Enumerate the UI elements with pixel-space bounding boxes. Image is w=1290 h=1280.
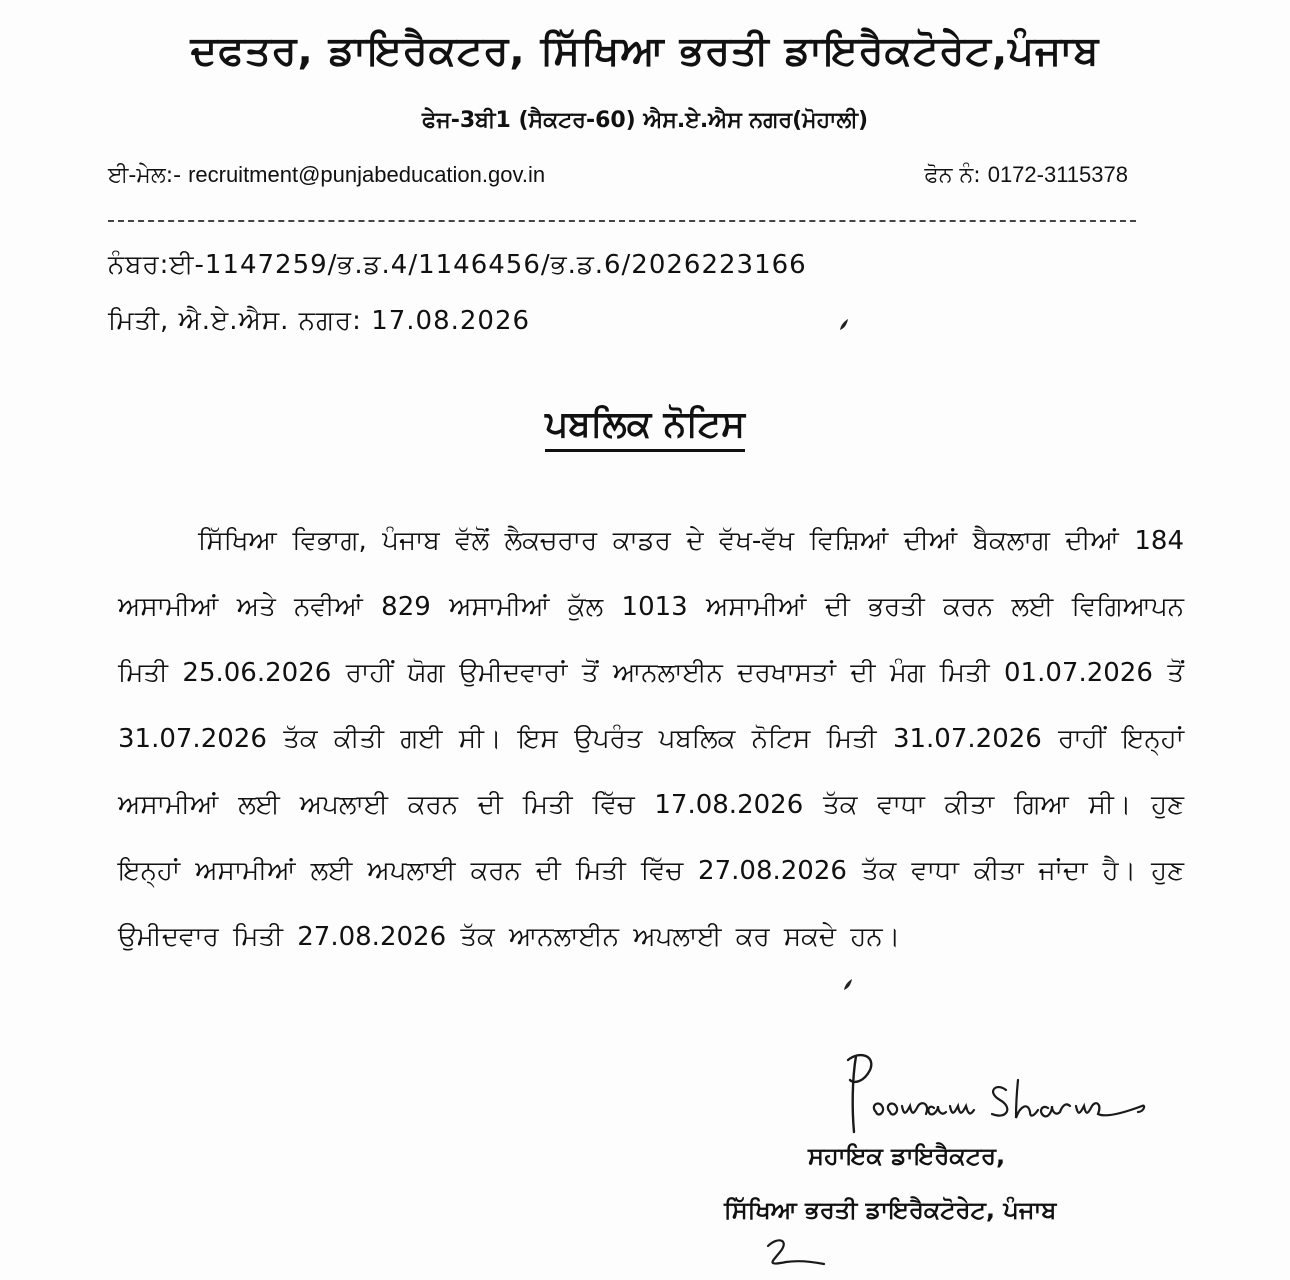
phone-block xyxy=(924,162,1128,192)
signatory-designation: ਸਹਾਇਕ ਡਾਇਰੈਕਟਰ, xyxy=(808,1142,1006,1170)
phone-number: 0172-3115378 xyxy=(987,162,1128,187)
contact-row xyxy=(108,162,1128,192)
office-heading: ਦਫਤਰ, ਡਾਇਰੈਕਟਰ, ਸਿੱਖਿਆ ਭਰਤੀ ਡਾਇਰੈਕਟੋਰੇਟ,ਪੰਜਾਬ xyxy=(190,28,1100,74)
notice-body: ਸਿੱਖਿਆ ਵਿਭਾਗ, ਪੰਜਾਬ ਵੱਲੋਂ ਲੈਕਚਰਾਰ ਕਾਡਰ ਦੇ ਵੱਖ-ਵੱਖ ਵਿਸ਼ਿਆਂ ਦੀਆਂ ਬੈਕਲਾਗ ਦੀਆਂ 184 ਅਸਾਮੀਆਂ ਅਤੇ ਨਵੀਆਂ 829 ਅਸਾਮੀਆਂ ਕੁੱਲ 1013 ਅਸਾਮੀਆਂ ਦੀ ਭਰਤੀ ਕਰਨ ਲਈ ਵਿਗਿਆਪਨ ਮਿਤੀ 25.06.2026 ਰਾਹੀਂ ਯੋਗ ਉਮੀਦਵਾਰਾਂ ਤੋਂ ਆਨਲਾਈਨ ਦਰਖਾਸਤਾਂ ਦੀ ਮੰਗ ਮਿਤੀ 01.07.2026 ਤੋਂ 31.07.2026 ਤੱਕ ਕੀਤੀ ਗਈ ਸੀ। ਇਸ ਉਪਰੰਤ ਪਬਲਿਕ ਨੋਟਿਸ ਮਿਤੀ 31.07.2026 ਰਾਹੀਂ ਇਨ੍ਹਾਂ ਅਸਾਮੀਆਂ ਲਈ ਅਪਲਾਈ ਕਰਨ ਦੀ ਮਿਤੀ ਵਿੱਚ 17.08.2026 ਤੱਕ ਵਾਧਾ ਕੀਤਾ ਗਿਆ ਸੀ। ਹੁਣ ਇਨ੍ਹਾਂ ਅਸਾਮੀਆਂ ਲਈ ਅਪਲਾਈ ਕਰਨ ਦੀ ਮਿਤੀ ਵਿੱਚ 27.08.2026 ਤੱਕ ਵਾਧਾ ਕੀਤਾ ਜਾਂਦਾ ਹੈ। ਹੁਣ ਉਮੀਦਵਾਰ ਮਿਤੀ 27.08.2026 ਤੱਕ ਆਨਲਾਈਨ ਅਪਲਾਈ ਕਰ ਸਕਦੇ ਹਨ। xyxy=(118,526,1184,952)
ink-speck-mark xyxy=(838,318,850,332)
notice-title xyxy=(0,404,1290,446)
reference-number: ਨੰਬਰ:ਈ-1147259/ਭ.ਡ.4/1146456/ਭ.ਡ.6/2026223166 xyxy=(108,250,807,280)
dashed-divider xyxy=(108,220,1136,222)
ink-speck-mark xyxy=(842,978,854,992)
notice-title-text: ਪਬਲਿਕ ਨੋਟਿਸ xyxy=(545,404,745,452)
email-address: recruitment@punjabeducation.gov.in xyxy=(188,162,546,187)
initial-mark xyxy=(760,1232,830,1272)
issue-date: ਮਿਤੀ, ਐ.ਏ.ਐਸ. ਨਗਰ: 17.08.2026 xyxy=(108,306,531,336)
signature-image xyxy=(830,1050,1160,1140)
signatory-office: ਸਿੱਖਿਆ ਭਰਤੀ ਡਾਇਰੈਕਟੋਰੇਟ, ਪੰਜਾਬ xyxy=(724,1196,1057,1224)
phone-label: ਫੋਨ ਨੰ: xyxy=(924,163,981,188)
office-address: ਫੇਜ-3ਬੀ1 (ਸੈਕਟਰ-60) ਐਸ.ਏ.ਐਸ ਨਗਰ(ਮੋਹਾਲੀ) xyxy=(422,108,868,133)
email-label: ਈ-ਮੇਲ:- xyxy=(108,163,182,188)
email-block xyxy=(108,162,545,192)
